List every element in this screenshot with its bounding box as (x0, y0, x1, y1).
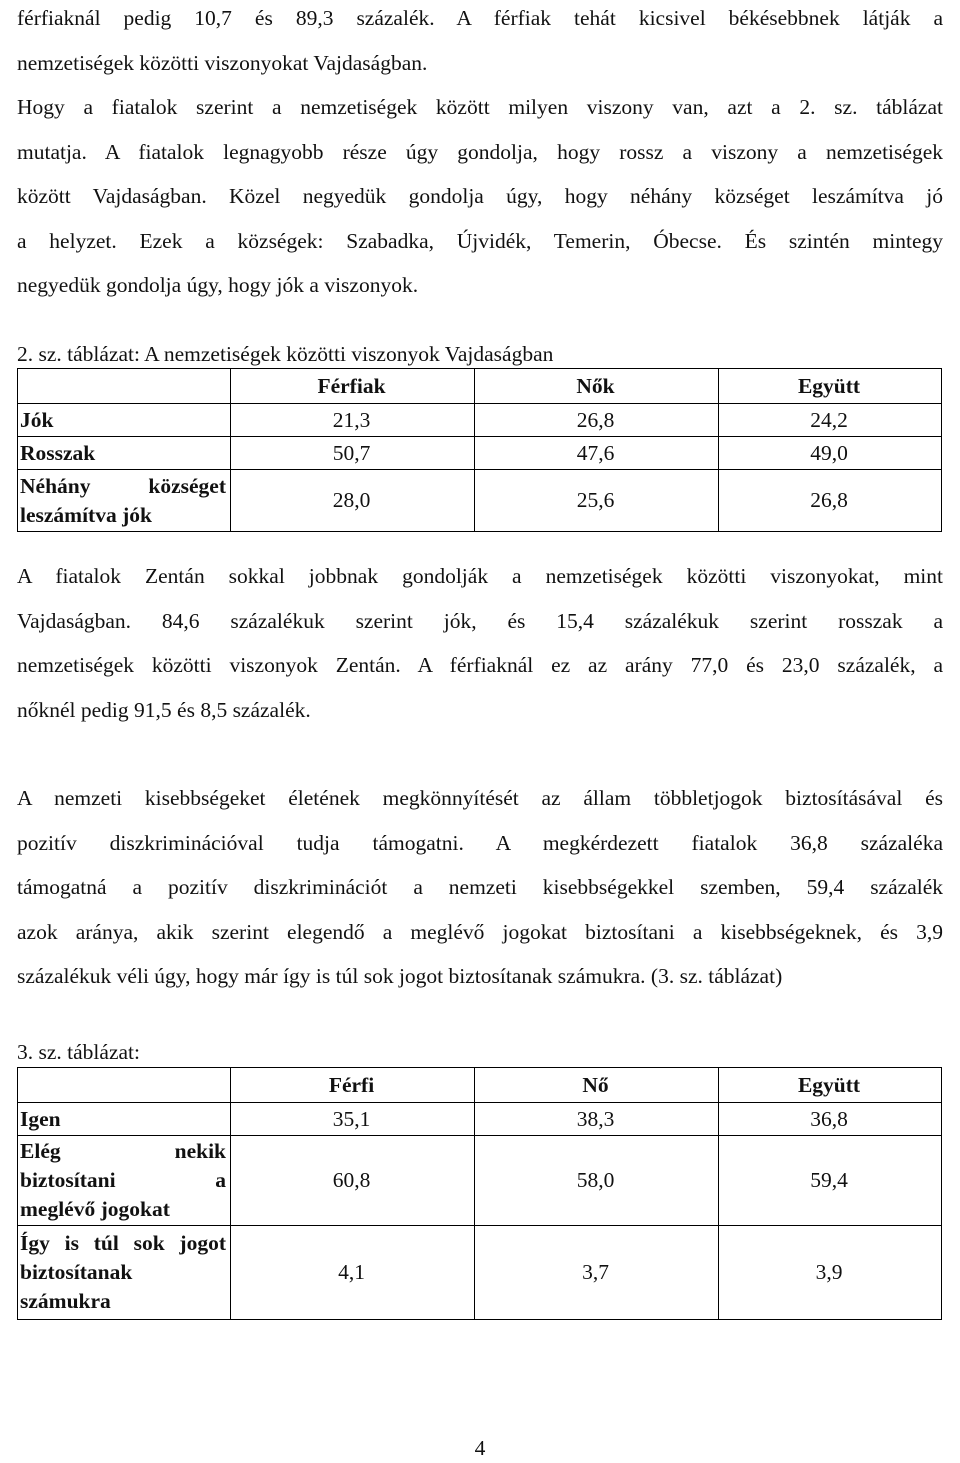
text-line: a helyzet. Ezek a községek: Szabadka, Újvidék, Temerin, Óbecse. És szintén mintegy (17, 228, 943, 253)
row-label (18, 1136, 231, 1226)
row-label-line: meglévő jogokat (20, 1197, 170, 1221)
table-cell: 47,6 (475, 437, 719, 470)
table-header-row (18, 369, 942, 404)
row-label: Rosszak (18, 437, 231, 470)
text-line: mutatja. A fiatalok legnagyobb része úgy gondolja, hogy rossz a viszony a nemzetiségek (17, 139, 943, 164)
row-label (18, 470, 231, 532)
row-label (18, 1226, 231, 1320)
table-row (18, 437, 942, 470)
table-cell: 26,8 (475, 404, 719, 437)
column-header: Férfi (231, 1068, 475, 1103)
table-cell: 21,3 (231, 404, 475, 437)
column-header: Együtt (719, 369, 942, 404)
table-row (18, 470, 942, 532)
text-line: férfiaknál pedig 10,7 és 89,3 százalék. A férfiak tehát kicsivel békésebbnek látják a (17, 6, 943, 30)
table-cell: 3,9 (719, 1226, 942, 1320)
paragraph-minority-rights (17, 776, 943, 999)
row-label: Jók (18, 404, 231, 437)
row-label-line: Néhány községet (20, 473, 226, 498)
table-cell: 35,1 (231, 1103, 475, 1136)
text-line: negyedük gondolja úgy, hogy jók a viszonyok. (17, 273, 419, 297)
text-line: A nemzeti kisebbségeket életének megkönnyítését az állam többletjogok biztosításával és (17, 786, 943, 810)
text-line: nemzetiségek közötti viszonyokat Vajdaságban. (17, 50, 428, 75)
text-line: között Vajdaságban. Közel negyedük gondolja úgy, hogy néhány községet leszámítva jó (17, 184, 943, 208)
text-line: pozitív diszkriminációval tudja támogatni. A megkérdezett fiatalok 36,8 százaléka (17, 830, 943, 855)
row-label-line: Így is túl sok jogot (20, 1231, 226, 1255)
table-corner-cell (18, 1068, 231, 1103)
page-number: 4 (474, 1436, 486, 1460)
text-line: Vajdaságban. 84,6 százalékuk szerint jók, és 15,4 százalékuk szerint rosszak a (17, 608, 943, 633)
table-cell: 50,7 (231, 437, 475, 470)
table-cell: 24,2 (719, 404, 942, 437)
text-line: nemzetiségek közötti viszonyok Zentán. A férfiaknál ez az arány 77,0 és 23,0 százalék, a (17, 653, 943, 677)
column-header: Férfiak (231, 369, 475, 404)
row-label-line: számukra (20, 1289, 111, 1313)
table-cell: 36,8 (719, 1103, 942, 1136)
table-row (18, 404, 942, 437)
row-label-line: biztosítanak (20, 1260, 133, 1284)
table-row (18, 1103, 942, 1136)
table-relations-vojvodina (17, 368, 942, 532)
text-line: azok aránya, akik szerint elegendő a meglévő jogokat biztosítani a kisebbségeknek, és 3,9 (17, 919, 943, 944)
table2-caption: 3. sz. táblázat: (17, 1040, 140, 1064)
table-row (18, 1136, 942, 1226)
paragraph-zenta (17, 554, 943, 732)
table-cell: 60,8 (231, 1136, 475, 1226)
row-label: Igen (18, 1103, 231, 1136)
column-header: Együtt (719, 1068, 942, 1103)
table-cell: 38,3 (475, 1103, 719, 1136)
table-minority-rights (17, 1067, 942, 1320)
row-label-line: biztosítani a (20, 1168, 226, 1192)
table-cell: 58,0 (475, 1136, 719, 1226)
text-line: támogatná a pozitív diszkriminációt a nemzeti kisebbségekkel szemben, 59,4 százalék (17, 875, 943, 899)
table-cell: 49,0 (719, 437, 942, 470)
table-corner-cell (18, 369, 231, 404)
table-header-row (18, 1068, 942, 1103)
text-line: nőknél pedig 91,5 és 8,5 százalék. (17, 697, 311, 722)
column-header: Nő (475, 1068, 719, 1103)
table-row (18, 1226, 942, 1320)
table-cell: 3,7 (475, 1226, 719, 1320)
table-cell: 26,8 (719, 470, 942, 532)
table1-caption: 2. sz. táblázat: A nemzetiségek közötti viszonyok Vajdaságban (17, 342, 554, 366)
paragraph-intro (17, 0, 943, 308)
table-cell: 4,1 (231, 1226, 475, 1320)
text-line: Hogy a fiatalok szerint a nemzetiségek között milyen viszony van, azt a 2. sz. táblázat (17, 95, 943, 119)
text-line: százalékuk véli úgy, hogy már így is túl sok jogot biztosítanak számukra. (3. sz. táblázat) (17, 964, 783, 988)
table-cell: 28,0 (231, 470, 475, 532)
table-cell: 25,6 (475, 470, 719, 532)
text-line: A fiatalok Zentán sokkal jobbnak gondolják a nemzetiségek közötti viszonyokat, mint (17, 564, 943, 588)
column-header: Nők (475, 369, 719, 404)
row-label-line: Elég nekik (20, 1139, 226, 1163)
row-label-line: leszámítva jók (20, 502, 152, 527)
table-cell: 59,4 (719, 1136, 942, 1226)
